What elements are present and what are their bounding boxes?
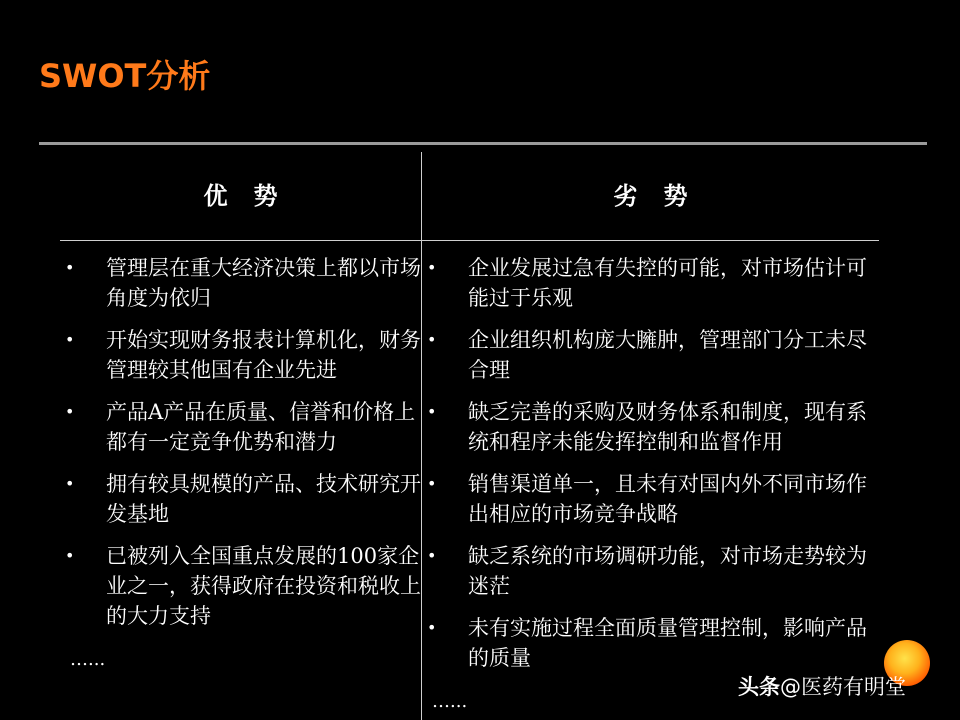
bullet-icon: •: [427, 618, 437, 637]
weakness-item: [424, 325, 880, 385]
strengths-list: [62, 253, 422, 643]
strength-item: [62, 325, 422, 385]
strength-text: 管理层在重大经济决策上都以市场角度为依归: [106, 256, 421, 310]
weaknesses-header: 劣势: [613, 181, 714, 210]
bullet-icon: •: [427, 474, 437, 493]
strength-text: 已被列入全国重点发展的100家企业之一，获得政府在投资和税收上的大力支持: [106, 544, 421, 628]
bullet-icon: •: [427, 258, 437, 277]
strength-text: 拥有较具规模的产品、技术研究开发基地: [106, 472, 421, 526]
source-watermark: [738, 672, 906, 702]
weakness-item: [424, 253, 880, 313]
bullet-icon: •: [65, 402, 75, 421]
header-divider: [60, 240, 879, 241]
strengths-ellipsis: …...: [70, 649, 106, 670]
weakness-text: 缺乏系统的市场调研功能，对市场走势较为迷茫: [468, 544, 867, 598]
strength-text: 开始实现财务报表计算机化，财务管理较其他国有企业先进: [106, 328, 421, 382]
watermark-handle: @医药有明堂: [780, 675, 906, 699]
weakness-text: 未有实施过程全面质量管理控制，影响产品的质量: [468, 616, 867, 670]
weakness-item: [424, 397, 880, 457]
title-divider: [39, 142, 927, 145]
bullet-icon: •: [65, 546, 75, 565]
bullet-icon: •: [65, 474, 75, 493]
weakness-item: [424, 541, 880, 601]
watermark-brand: 头条: [738, 675, 780, 699]
weakness-item: [424, 613, 880, 673]
strength-item: [62, 469, 422, 529]
weakness-item: [424, 469, 880, 529]
weakness-text: 销售渠道单一，且未有对国内外不同市场作出相应的市场竞争战略: [468, 472, 867, 526]
strength-item: [62, 541, 422, 631]
strength-item: [62, 397, 422, 457]
weaknesses-list: [424, 253, 880, 685]
bullet-icon: •: [65, 330, 75, 349]
strength-text: 产品A产品在质量、信誉和价格上都有一定竞争优势和潜力: [106, 400, 416, 454]
weaknesses-ellipsis: …...: [432, 691, 468, 712]
slide-title: SWOT分析: [39, 57, 211, 95]
weakness-text: 企业发展过急有失控的可能，对市场估计可能过于乐观: [468, 256, 867, 310]
bullet-icon: •: [427, 330, 437, 349]
bullet-icon: •: [65, 258, 75, 277]
bullet-icon: •: [427, 402, 437, 421]
strength-item: [62, 253, 422, 313]
strengths-header: 优势: [203, 181, 304, 210]
bullet-icon: •: [427, 546, 437, 565]
weakness-text: 企业组织机构庞大臃肿，管理部门分工未尽合理: [468, 328, 867, 382]
weakness-text: 缺乏完善的采购及财务体系和制度，现有系统和程序未能发挥控制和监督作用: [468, 400, 867, 454]
